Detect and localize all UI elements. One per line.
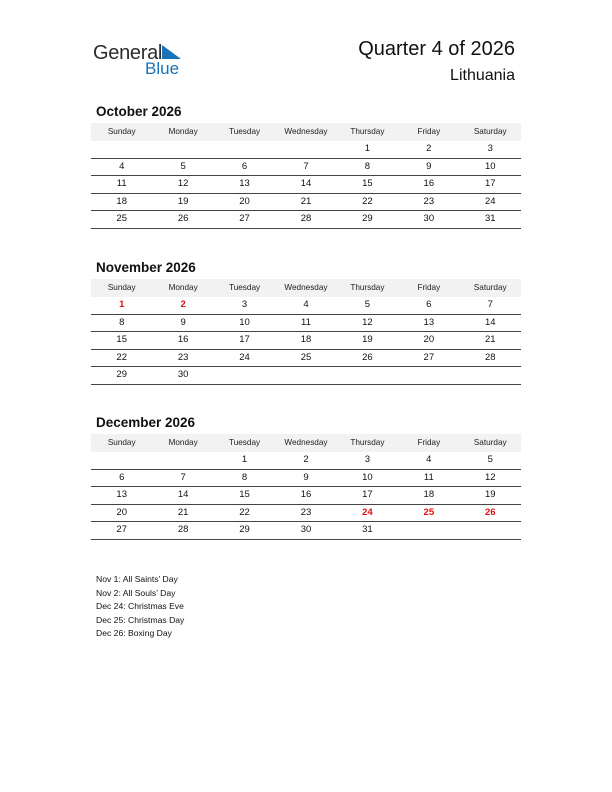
weekday-header-row: [91, 434, 521, 452]
day-cell: 16: [423, 178, 435, 189]
day-cell: 21: [300, 195, 312, 207]
day-cell: 8: [364, 160, 371, 172]
day-cell: 12: [362, 316, 373, 328]
weekday-header: Wednesday: [284, 127, 328, 136]
day-cell: 4: [426, 454, 432, 465]
day-cell: 17: [484, 178, 496, 189]
weekday-header: Monday: [168, 127, 198, 136]
weekday-header: Thursday: [350, 438, 385, 447]
day-cell: 14: [484, 316, 496, 328]
day-cell: 22: [239, 506, 250, 518]
day-cell: 18: [116, 195, 127, 207]
day-cell: [460, 522, 521, 539]
day-cell: 24: [484, 195, 496, 207]
day-cell: 5: [487, 454, 493, 465]
holiday-day-cell: 2: [180, 299, 186, 310]
day-cell: 1: [364, 143, 371, 154]
day-cell: 21: [177, 506, 189, 518]
holiday-item: Nov 1: All Saints’ Day: [96, 574, 178, 584]
day-cell: 10: [484, 160, 496, 172]
day-cell: 11: [423, 471, 434, 483]
day-cell: [275, 141, 336, 158]
day-cell: 2: [303, 454, 309, 465]
day-cell: 13: [423, 316, 435, 328]
day-cell: 19: [362, 334, 373, 345]
day-cell: 15: [116, 334, 127, 345]
week-row: [91, 487, 521, 505]
day-cell: 4: [119, 160, 125, 172]
day-cell: 26: [177, 213, 189, 224]
weekday-header: Saturday: [473, 438, 507, 447]
day-cell: 8: [241, 471, 248, 483]
day-cell: 26: [362, 351, 373, 363]
day-cell: [91, 141, 152, 158]
day-cell: 23: [423, 195, 435, 207]
day-cell: 22: [116, 351, 127, 363]
month-title: November 2026: [96, 260, 196, 275]
day-cell: [275, 367, 336, 384]
month-title: October 2026: [96, 104, 182, 119]
week-row: [91, 367, 521, 385]
day-cell: 11: [301, 316, 311, 328]
holiday-day-cell: 1: [119, 299, 125, 310]
day-cell: 21: [484, 334, 496, 345]
day-cell: 1: [241, 454, 248, 465]
week-row: [91, 332, 521, 350]
day-cell: 29: [116, 369, 127, 380]
weekday-header: Thursday: [350, 127, 385, 136]
day-cell: 13: [239, 178, 250, 189]
day-cell: [214, 141, 275, 158]
weekday-header: Tuesday: [229, 283, 261, 292]
week-row: [91, 315, 521, 333]
day-cell: 30: [423, 213, 435, 224]
day-cell: 16: [177, 334, 189, 345]
week-row: [91, 297, 521, 315]
week-row: [91, 159, 521, 177]
day-cell: 12: [177, 178, 189, 189]
day-cell: 17: [362, 489, 373, 500]
holiday-item: Nov 2: All Souls’ Day: [96, 587, 176, 598]
week-row: [91, 194, 521, 212]
week-row: [91, 176, 521, 194]
weekday-header: Saturday: [473, 127, 507, 136]
weekday-header: Friday: [417, 438, 441, 447]
day-cell: 19: [177, 195, 189, 207]
day-cell: 6: [426, 299, 432, 310]
weekday-header-row: [91, 123, 521, 141]
day-cell: 14: [300, 178, 312, 189]
day-cell: 2: [426, 143, 432, 154]
month-november: [91, 259, 521, 385]
holiday-day-cell: 26: [484, 506, 496, 518]
day-cell: 31: [484, 213, 496, 224]
day-cell: 6: [241, 160, 248, 172]
day-cell: 6: [119, 471, 125, 483]
day-cell: 29: [362, 213, 373, 224]
day-cell: 3: [241, 299, 248, 310]
day-cell: 31: [362, 524, 373, 535]
day-cell: 9: [426, 160, 432, 172]
day-cell: [398, 522, 459, 539]
day-cell: 3: [487, 143, 493, 154]
day-cell: 23: [300, 506, 312, 518]
logo: [93, 40, 193, 80]
weekday-header: Tuesday: [229, 127, 261, 136]
week-row: [91, 522, 521, 540]
logo-text-general: General: [93, 42, 163, 64]
weekday-header: Sunday: [107, 283, 136, 292]
holiday-item: Dec 25: Christmas Day: [96, 614, 185, 625]
day-cell: 30: [177, 369, 189, 380]
weekday-header: Sunday: [107, 438, 136, 447]
day-cell: 13: [116, 489, 127, 500]
day-cell: [460, 367, 521, 384]
day-cell: 7: [303, 160, 309, 172]
holiday-item: Dec 26: Boxing Day: [96, 628, 172, 639]
day-cell: 18: [423, 489, 435, 500]
logo-text-blue: Blue: [145, 59, 180, 78]
weekday-header: Wednesday: [284, 283, 328, 292]
day-cell: 25: [116, 213, 127, 224]
day-cell: [152, 141, 213, 158]
week-row: [91, 452, 521, 470]
day-cell: 22: [362, 195, 373, 207]
week-row: [91, 505, 521, 523]
week-row: [91, 211, 521, 229]
day-cell: 5: [180, 160, 186, 172]
weekday-header: Monday: [168, 283, 198, 292]
country-name: Lithuania: [450, 67, 515, 84]
day-cell: 15: [239, 489, 250, 500]
day-cell: 23: [177, 351, 189, 363]
week-row: [91, 350, 521, 368]
day-cell: [214, 367, 275, 384]
day-cell: 28: [484, 351, 496, 363]
day-cell: 29: [239, 524, 250, 535]
day-cell: 11: [116, 178, 127, 189]
day-cell: [91, 452, 152, 469]
day-cell: 12: [484, 471, 496, 483]
day-cell: 10: [362, 471, 373, 483]
month-title: December 2026: [96, 415, 196, 430]
weekday-header: Friday: [417, 283, 441, 292]
holiday-item: Dec 24: Christmas Eve: [96, 601, 184, 612]
weekday-header: Saturday: [473, 283, 507, 292]
day-cell: 20: [423, 334, 435, 345]
day-cell: 7: [487, 299, 493, 310]
day-cell: 18: [300, 334, 312, 345]
day-cell: 17: [239, 334, 250, 345]
day-cell: 25: [300, 351, 312, 363]
holiday-day-cell: 24: [362, 506, 373, 518]
day-cell: 5: [364, 299, 371, 310]
month-october: [91, 103, 521, 229]
week-row: [91, 470, 521, 488]
day-cell: 14: [177, 489, 189, 500]
day-cell: 9: [180, 316, 186, 328]
weekday-header: Thursday: [350, 283, 385, 292]
weekday-header: Sunday: [107, 127, 136, 136]
holiday-day-cell: 25: [423, 506, 435, 518]
day-cell: 27: [239, 213, 250, 224]
weekday-header: Monday: [168, 438, 198, 447]
day-cell: 3: [364, 454, 371, 465]
day-cell: [398, 367, 459, 384]
weekday-header: Friday: [417, 127, 441, 136]
day-cell: 28: [177, 524, 189, 535]
day-cell: 19: [484, 489, 496, 500]
day-cell: [337, 367, 398, 384]
day-cell: 4: [303, 299, 309, 310]
day-cell: 7: [180, 471, 186, 483]
day-cell: 24: [239, 351, 250, 363]
day-cell: 28: [300, 213, 312, 224]
day-cell: 27: [423, 351, 435, 363]
day-cell: 20: [116, 506, 127, 518]
day-cell: 10: [239, 316, 250, 328]
day-cell: 8: [119, 316, 125, 328]
day-cell: 15: [362, 178, 373, 189]
holiday-list: [96, 573, 184, 641]
day-cell: 27: [116, 524, 127, 535]
weekday-header: Tuesday: [229, 438, 261, 447]
day-cell: 16: [300, 489, 312, 500]
week-row: [91, 141, 521, 159]
month-december: [91, 414, 521, 540]
logo-triangle-icon: [162, 45, 181, 59]
day-cell: 30: [300, 524, 312, 535]
day-cell: [152, 452, 213, 469]
weekday-header: Wednesday: [284, 438, 328, 447]
page-title: Quarter 4 of 2026: [358, 38, 515, 60]
weekday-header-row: [91, 279, 521, 297]
day-cell: 9: [303, 471, 309, 483]
day-cell: 20: [239, 195, 250, 207]
